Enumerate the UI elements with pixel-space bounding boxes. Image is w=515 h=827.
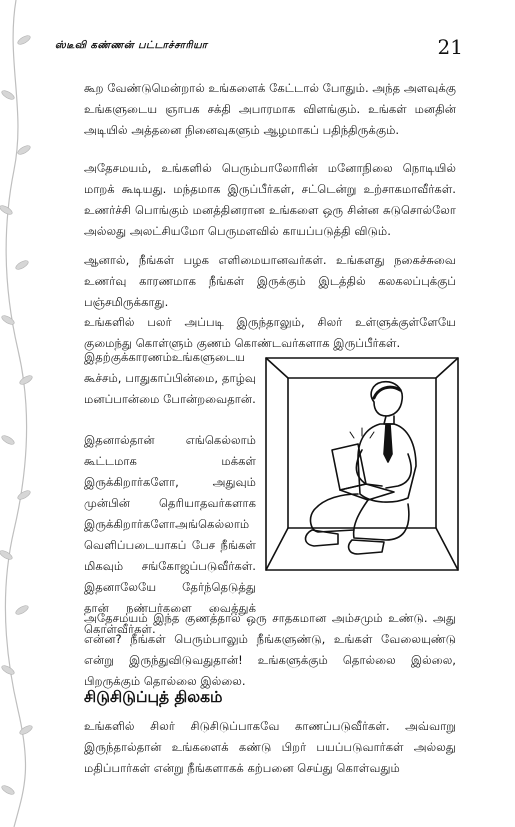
paragraph-advantage: அதேசமயம் இந்த குணத்தால் ஒரு சாதகமான அம்சமும் உண்டு. அது என்ன? நீங்கள் பெரும்பாலும் நீங்களுண்டு, உங்கள் வேலையுண்டு என்று இருந்துவிடுவதுதான்! உங்களுக்கும் தொல்லை இல்லை, பிறருக்கும் தொல்லை இல்லை. (84, 611, 456, 688)
paragraph-reason: இதற்குக்காரணம்உங்களுடைய கூச்சம், பாதுகாப்பின்மை, தாழ்வு மனப்பான்மை போன்றவைதான். (84, 350, 256, 406)
paragraph-shyness: இதனால்தான் எங்கெல்லாம் கூட்டமாக மக்கள் இருக்கிறார்களோ, அதுவும் முன்பின் தெரியாதவர்களாக இருக்கிறார்களோஅங்கெல்லாம் வெளிப்படையாகப் பேச நீங்கள் மிகவும் சங்கோஜப்படுவீர்கள். இதனாலேயே தேர்ந்தெடுத்து தான் நண்பர்களை வைத்துக் கொள்வீர்கள். (84, 433, 256, 636)
paragraph-introvert: உங்களில் பலர் அப்படி இருந்தாலும், சிலர் உள்ளுக்குள்ளேயே குமைந்து கொள்ளும் குணம் கொண்டவர்களாக இருப்பீர்கள். (84, 315, 456, 350)
margin-vine-ornament (0, 0, 40, 827)
paragraph-memory: கூற வேண்டுமென்றால் உங்களைக் கேட்டால் போதும். அந்த அளவுக்கு உங்களுடைய ஞாபக சக்தி அபாரமாக விளங்கும். உங்கள் மனதின் அடியில் அத்தனை நினைவுகளும் ஆழமாகப் பதிந்திருக்கும். (84, 81, 456, 137)
paragraph-irritable: உங்களில் சிலர் சிடுசிடுப்பாகவே காணப்படுவீர்கள். அவ்வாறு இருந்தால்தான் உங்களைக் கண்டு பிறர் பயப்படுவார்கள் அல்லது மதிப்பார்கள் என்று நீங்களாகக் கற்பனை செய்து கொள்வதும் (84, 719, 456, 775)
paragraph-mood: அதேசமயம், உங்களில் பெரும்பாலோரின் மனோநிலை நொடியில் மாறக் கூடியது. மந்தமாக இருப்பீர்கள், சட்டென்று உற்சாகமாவீர்கள். உணர்ச்சி பொங்கும் மனத்தினரான உங்களை ஒரு சின்ன சுடுசொல்லோ அல்லது அலட்சியமோ பெருமளவில் காயப்படுத்தி விடும். (84, 161, 456, 238)
running-header-title: ஸ்டீவி கண்ணன் பட்டாச்சாரியா (55, 40, 208, 51)
page-number: 21 (437, 35, 463, 59)
section-heading: சிடுசிடுப்புத் திலகம் (84, 688, 223, 706)
paragraph-humour: ஆனால், நீங்கள் பழக எளிமையானவர்கள். உங்களது நகைச்சுவை உணர்வு காரணமாக நீங்கள் இருக்கும் இடத்தில் கலகலப்புக்குப் பஞ்சமிருக்காது. (84, 253, 456, 309)
man-with-laptop-in-box-illustration (262, 354, 462, 574)
